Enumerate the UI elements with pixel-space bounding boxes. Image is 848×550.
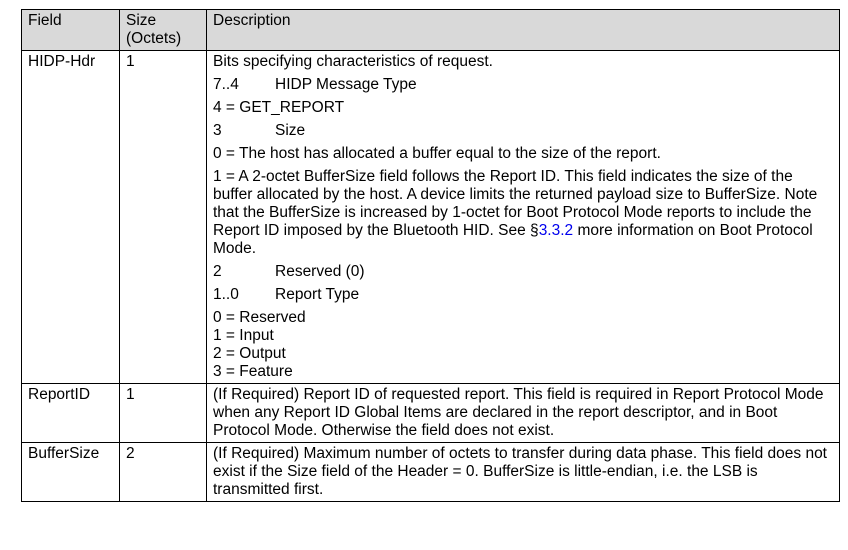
bits-label: Size: [275, 122, 306, 139]
size-value-1-text: 1 = A 2-octet BufferSize field follows the Report ID. This field indicates the size of the buffer allocated by the host. A device limits the returned payload size to BufferSize. Note that the BufferSize is increased by 1-octet for Boot Protocol Mode reports to include the Report ID imposed by the Bluetooth HID. See §: [213, 168, 818, 239]
size-value-1: [213, 168, 833, 258]
header-field: Field: [22, 10, 120, 51]
size-cell: 1: [120, 51, 207, 384]
table-header-row: [22, 10, 840, 51]
report-type-value: 3 = Feature: [213, 363, 293, 380]
report-type-value: 0 = Reserved: [213, 309, 306, 326]
bits-label: Report Type: [275, 286, 360, 303]
description-cell: [207, 51, 840, 384]
header-description: Description: [207, 10, 840, 51]
bits-number: 2: [213, 263, 222, 280]
header-size: Size (Octets): [120, 10, 207, 51]
bits-label: HIDP Message Type: [275, 76, 417, 93]
size-cell: 2: [120, 443, 207, 502]
spec-table: [21, 9, 840, 502]
bits-number: 3: [213, 122, 222, 139]
bits-message-type: [213, 76, 833, 94]
section-link[interactable]: 3.3.2: [538, 222, 574, 239]
bits-label: Reserved (0): [275, 263, 365, 280]
size-value-0: 0 = The host has allocated a buffer equal to the size of the report.: [213, 145, 661, 162]
report-type-value: 1 = Input: [213, 327, 274, 344]
bits-report-type: [213, 286, 833, 304]
field-cell: BufferSize: [22, 443, 120, 502]
bits-reserved: [213, 263, 833, 281]
table-row: [22, 384, 840, 443]
bits-number: 1..0: [213, 286, 239, 303]
table-row: [22, 51, 840, 384]
message-value: 4 = GET_REPORT: [213, 99, 345, 116]
bits-size: [213, 122, 833, 140]
size-cell: 1: [120, 384, 207, 443]
size-value-1-tail: more information on Boot Protocol Mode.: [213, 222, 813, 257]
field-cell: ReportID: [22, 384, 120, 443]
field-cell: HIDP-Hdr: [22, 51, 120, 384]
description-cell: (If Required) Report ID of requested report. This field is required in Report Protocol Mode when any Report ID Global Items are declared in the report descriptor, and in Boot Protocol Mode. Otherwise the field does not exist.: [207, 384, 840, 443]
description-intro: Bits specifying characteristics of request.: [213, 53, 493, 70]
report-type-value: 2 = Output: [213, 345, 286, 362]
table-row: [22, 443, 840, 502]
bits-number: 7..4: [213, 76, 239, 93]
description-cell: (If Required) Maximum number of octets to transfer during data phase. This field does not exist if the Size field of the Header = 0. BufferSize is little-endian, i.e. the LSB is transmitted first.: [207, 443, 840, 502]
